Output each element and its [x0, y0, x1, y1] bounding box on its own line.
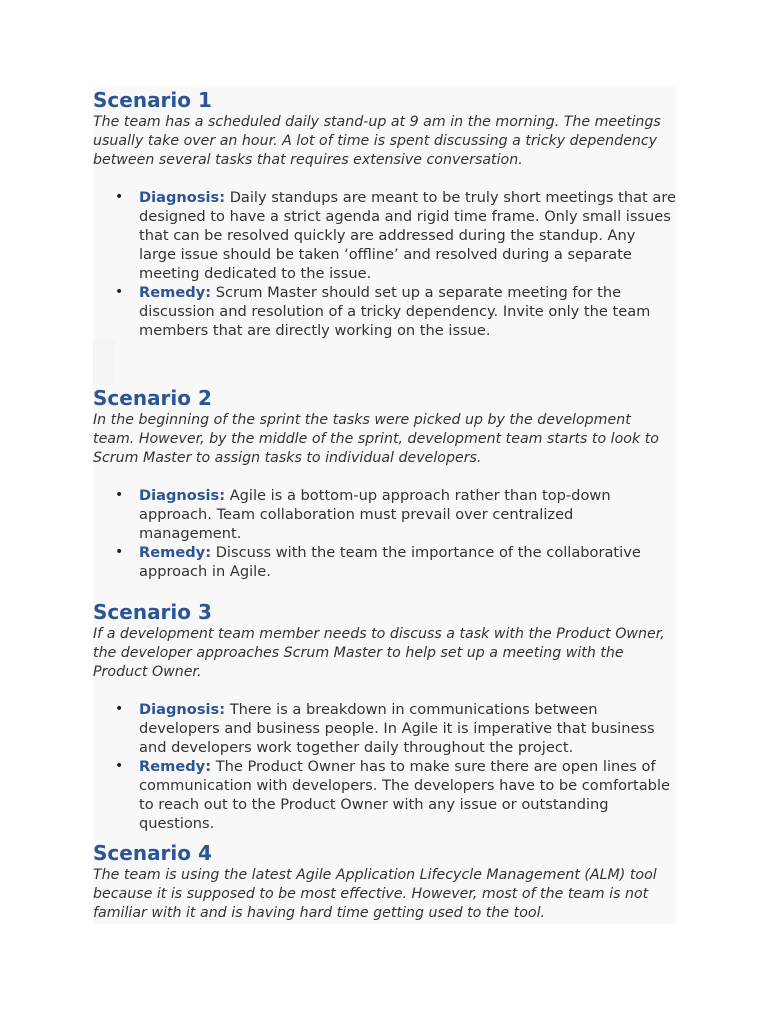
remedy-text: Scrum Master should set up a separate meeting for the discussion and resolution of a tricky dependency. Invite only the team members that are directly working on the issue.: [139, 284, 651, 339]
bullet-icon: •: [115, 701, 124, 717]
list-item: [93, 757, 676, 833]
scenario-description: If a development team member needs to discuss a task with the Product Owner, the developer approaches Scrum Master to help set up a meeting with the Product Owner.: [93, 626, 665, 680]
highlight-background: [93, 340, 115, 385]
scenario-title: Scenario 4: [93, 841, 212, 865]
highlight-background: [115, 340, 676, 385]
scenario-title: Scenario 1: [93, 88, 212, 112]
scenario-4: [93, 840, 676, 924]
scenario-description: The team has a scheduled daily stand-up at 9 am in the morning. The meetings usually take over an hour. A lot of time is spent discussing a tricky dependency between several tasks that requires extensive conversation.: [93, 114, 661, 168]
scenario-description: The team is using the latest Agile Application Lifecycle Management (ALM) tool because it is supposed to be most effective. However, most of the team is not familiar with it and is having hard time getting used to the tool.: [93, 867, 657, 921]
document-page: [93, 87, 676, 924]
scenario-list: [93, 486, 676, 581]
scenario-description: In the beginning of the sprint the tasks were picked up by the development team. However, by the middle of the sprint, development team starts to look to Scrum Master to assign tasks to individual developers.: [93, 412, 659, 466]
remedy-label: Remedy:: [139, 544, 212, 561]
bullet-icon: •: [115, 189, 124, 205]
list-item: [93, 283, 676, 340]
bullet-icon: •: [115, 487, 124, 503]
remedy-label: Remedy:: [139, 284, 212, 301]
scenario-2: [93, 385, 676, 599]
scenario-list: [93, 188, 676, 340]
list-item: [93, 188, 676, 283]
scenario-title: Scenario 2: [93, 386, 212, 410]
remedy-label: Remedy:: [139, 758, 212, 775]
diagnosis-text: There is a breakdown in communications between developers and business people. In Agile it is imperative that business and developers work together daily throughout the project.: [139, 701, 655, 756]
bullet-icon: •: [115, 284, 124, 300]
scenario-list: [93, 700, 676, 833]
diagnosis-text: Daily standups are meant to be truly short meetings that are designed to have a strict agenda and rigid time frame. Only small issues that can be resolved quickly are addressed during the standup. Any large issue should be taken ‘offline’ and resolved during a separate meeting dedicated to the issue.: [139, 189, 676, 282]
scenario-1: [93, 87, 676, 385]
bullet-icon: •: [115, 544, 124, 560]
diagnosis-label: Diagnosis:: [139, 189, 226, 206]
list-item: [93, 543, 676, 581]
remedy-text: Discuss with the team the importance of the collaborative approach in Agile.: [139, 544, 641, 580]
diagnosis-label: Diagnosis:: [139, 487, 226, 504]
bullet-icon: •: [115, 758, 124, 774]
scenario-title: Scenario 3: [93, 600, 212, 624]
list-item: [93, 486, 676, 543]
diagnosis-text: Agile is a bottom-up approach rather than top-down approach. Team collaboration must prevail over centralized management.: [139, 487, 611, 542]
scenario-3: [93, 599, 676, 840]
list-item: [93, 700, 676, 757]
diagnosis-label: Diagnosis:: [139, 701, 226, 718]
remedy-text: The Product Owner has to make sure there are open lines of communication with developers. The developers have to be comfortable to reach out to the Product Owner with any issue or outstanding questions.: [139, 758, 670, 832]
